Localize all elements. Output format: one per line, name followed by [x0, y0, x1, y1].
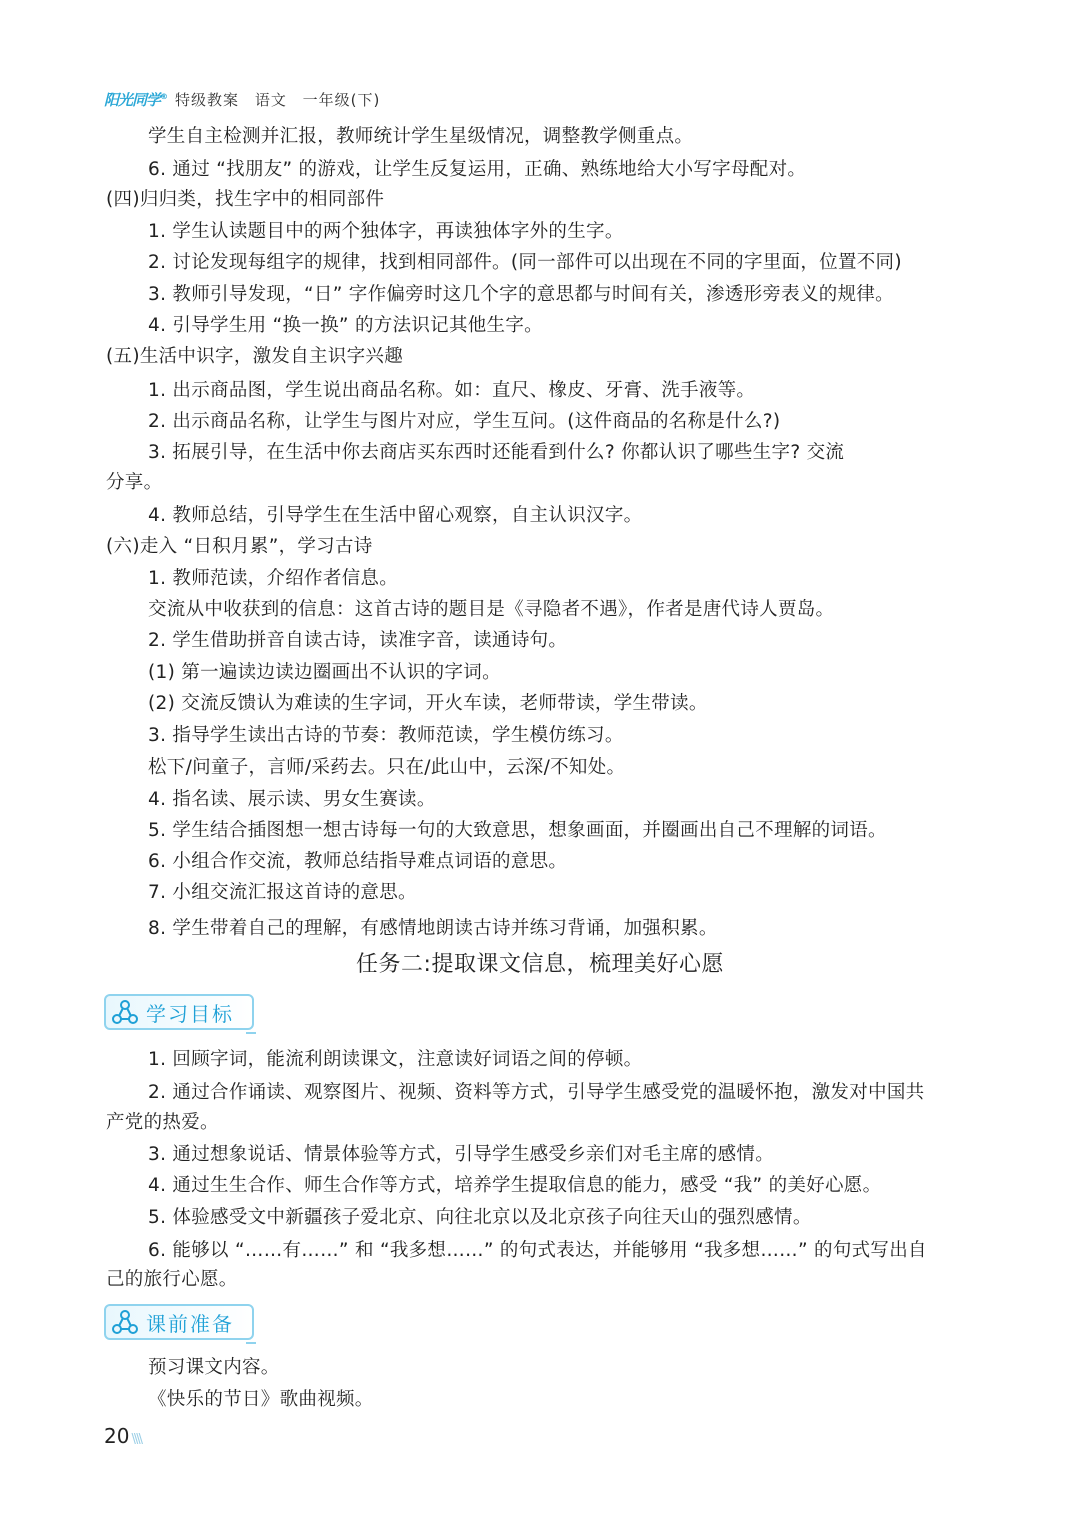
- page-footer: 20 \\\\: [104, 1424, 141, 1448]
- goal-line: 1. 回顾字词，能流利朗读课文，注意读好词语之间的停顿。: [148, 1049, 643, 1070]
- prep-line: 预习课文内容。: [148, 1357, 280, 1378]
- goal-line: 产党的热爱。: [106, 1112, 219, 1133]
- goal-line: 6. 能够以 “……有……” 和 “我多想……” 的句式表达，并能够用 “我多想……” 的句式写出自: [148, 1240, 927, 1261]
- goal-line: 己的旅行心愿。: [106, 1269, 238, 1290]
- section-heading: (四)归归类，找生字中的相同部件: [106, 189, 385, 210]
- goal-line: 2. 通过合作诵读、观察图片、视频、资料等方式，引导学生感受党的温暖怀抱，激发对中国共: [148, 1082, 925, 1103]
- header-subject: 语文: [254, 90, 287, 109]
- goals-badge: [104, 994, 254, 1030]
- prep-badge-label: 课前准备: [146, 1311, 234, 1336]
- text-line: 3. 教师引导发现，“日” 字作偏旁时这几个字的意思都与时间有关，渗透形旁表义的规律。: [148, 284, 894, 305]
- text-line: 3. 拓展引导，在生活中你去商店买东西时还能看到什么? 你都认识了哪些生字? 交流: [148, 442, 845, 463]
- poem-line: 松下/问童子，言师/采药去。只在/此山中，云深/不知处。: [148, 757, 626, 778]
- text-line: 4. 教师总结，引导学生在生活中留心观察，自主认识汉字。: [148, 505, 643, 526]
- text-line: 交流从中收获到的信息：这首古诗的题目是《寻隐者不遇》，作者是唐代诗人贾岛。: [148, 599, 835, 620]
- goal-line: 4. 通过生生合作、师生合作等方式，培养学生提取信息的能力，感受 “我” 的美好心愿。: [148, 1175, 882, 1196]
- network-icon: [112, 1309, 138, 1335]
- goals-badge-label: 学习目标: [146, 1001, 234, 1026]
- text-line: 8. 学生带着自己的理解，有感情地朗读古诗并练习背诵，加强积累。: [148, 918, 718, 939]
- header-series: 特级教案: [175, 90, 240, 109]
- prep-badge: [104, 1304, 254, 1340]
- text-line: 1. 学生认读题目中的两个独体字，再读独体字外的生字。: [148, 221, 624, 242]
- section-heading: (五)生活中识字，激发自主识字兴趣: [106, 346, 404, 367]
- network-icon: [112, 999, 138, 1025]
- prep-line: 《快乐的节日》歌曲视频。: [148, 1389, 374, 1410]
- text-line: 1. 出示商品图，学生说出商品名称。如：直尺、橡皮、牙膏、洗手液等。: [148, 380, 756, 401]
- text-line: (1) 第一遍读边读边圈画出不认识的字词。: [148, 662, 501, 683]
- text-line: 6. 通过 “找朋友” 的游戏，让学生反复运用，正确、熟练地给大小写字母配对。: [148, 159, 807, 180]
- text-line: 分享。: [106, 472, 163, 493]
- text-line: 2. 出示商品名称，让学生与图片对应，学生互问。(这件商品的名称是什么?): [148, 411, 781, 432]
- text-line: 3. 指导学生读出古诗的节奏：教师范读，学生模仿练习。: [148, 725, 624, 746]
- text-line: 6. 小组合作交流，教师总结指导难点词语的意思。: [148, 851, 568, 872]
- header-grade: 一年级(下): [302, 90, 381, 109]
- task-title: 任务二:提取课文信息，梳理美好心愿: [356, 952, 724, 977]
- page-header: [104, 84, 390, 114]
- goal-line: 5. 体验感受文中新疆孩子爱北京、向往北京以及北京孩子向往天山的强烈感情。: [148, 1207, 812, 1228]
- text-line: 学生自主检测并汇报，教师统计学生星级情况，调整教学侧重点。: [148, 126, 694, 147]
- goal-line: 3. 通过想象说话、情景体验等方式，引导学生感受乡亲们对毛主席的感情。: [148, 1144, 775, 1165]
- section-heading: (六)走入 “日积月累”，学习古诗: [106, 536, 373, 557]
- text-line: 5. 学生结合插图想一想古诗每一句的大致意思，想象画面，并圈画出自己不理解的词语。: [148, 820, 887, 841]
- page-number: 20: [104, 1424, 130, 1448]
- text-line: 7. 小组交流汇报这首诗的意思。: [148, 882, 417, 903]
- text-line: 2. 讨论发现每组字的规律，找到相同部件。(同一部件可以出现在不同的字里面，位置不同): [148, 252, 902, 273]
- header-text: [175, 89, 390, 110]
- publisher-logo: 阳光同学®: [104, 90, 168, 109]
- text-line: (2) 交流反馈认为难读的生字词，开火车读，老师带读，学生带读。: [148, 693, 708, 714]
- text-line: 4. 引导学生用 “换一换” 的方法识记其他生字。: [148, 315, 543, 336]
- text-line: 2. 学生借助拼音自读古诗，读准字音，读通诗句。: [148, 630, 568, 651]
- text-line: 1. 教师范读，介绍作者信息。: [148, 568, 399, 589]
- text-line: 4. 指名读、展示读、男女生赛读。: [148, 789, 436, 810]
